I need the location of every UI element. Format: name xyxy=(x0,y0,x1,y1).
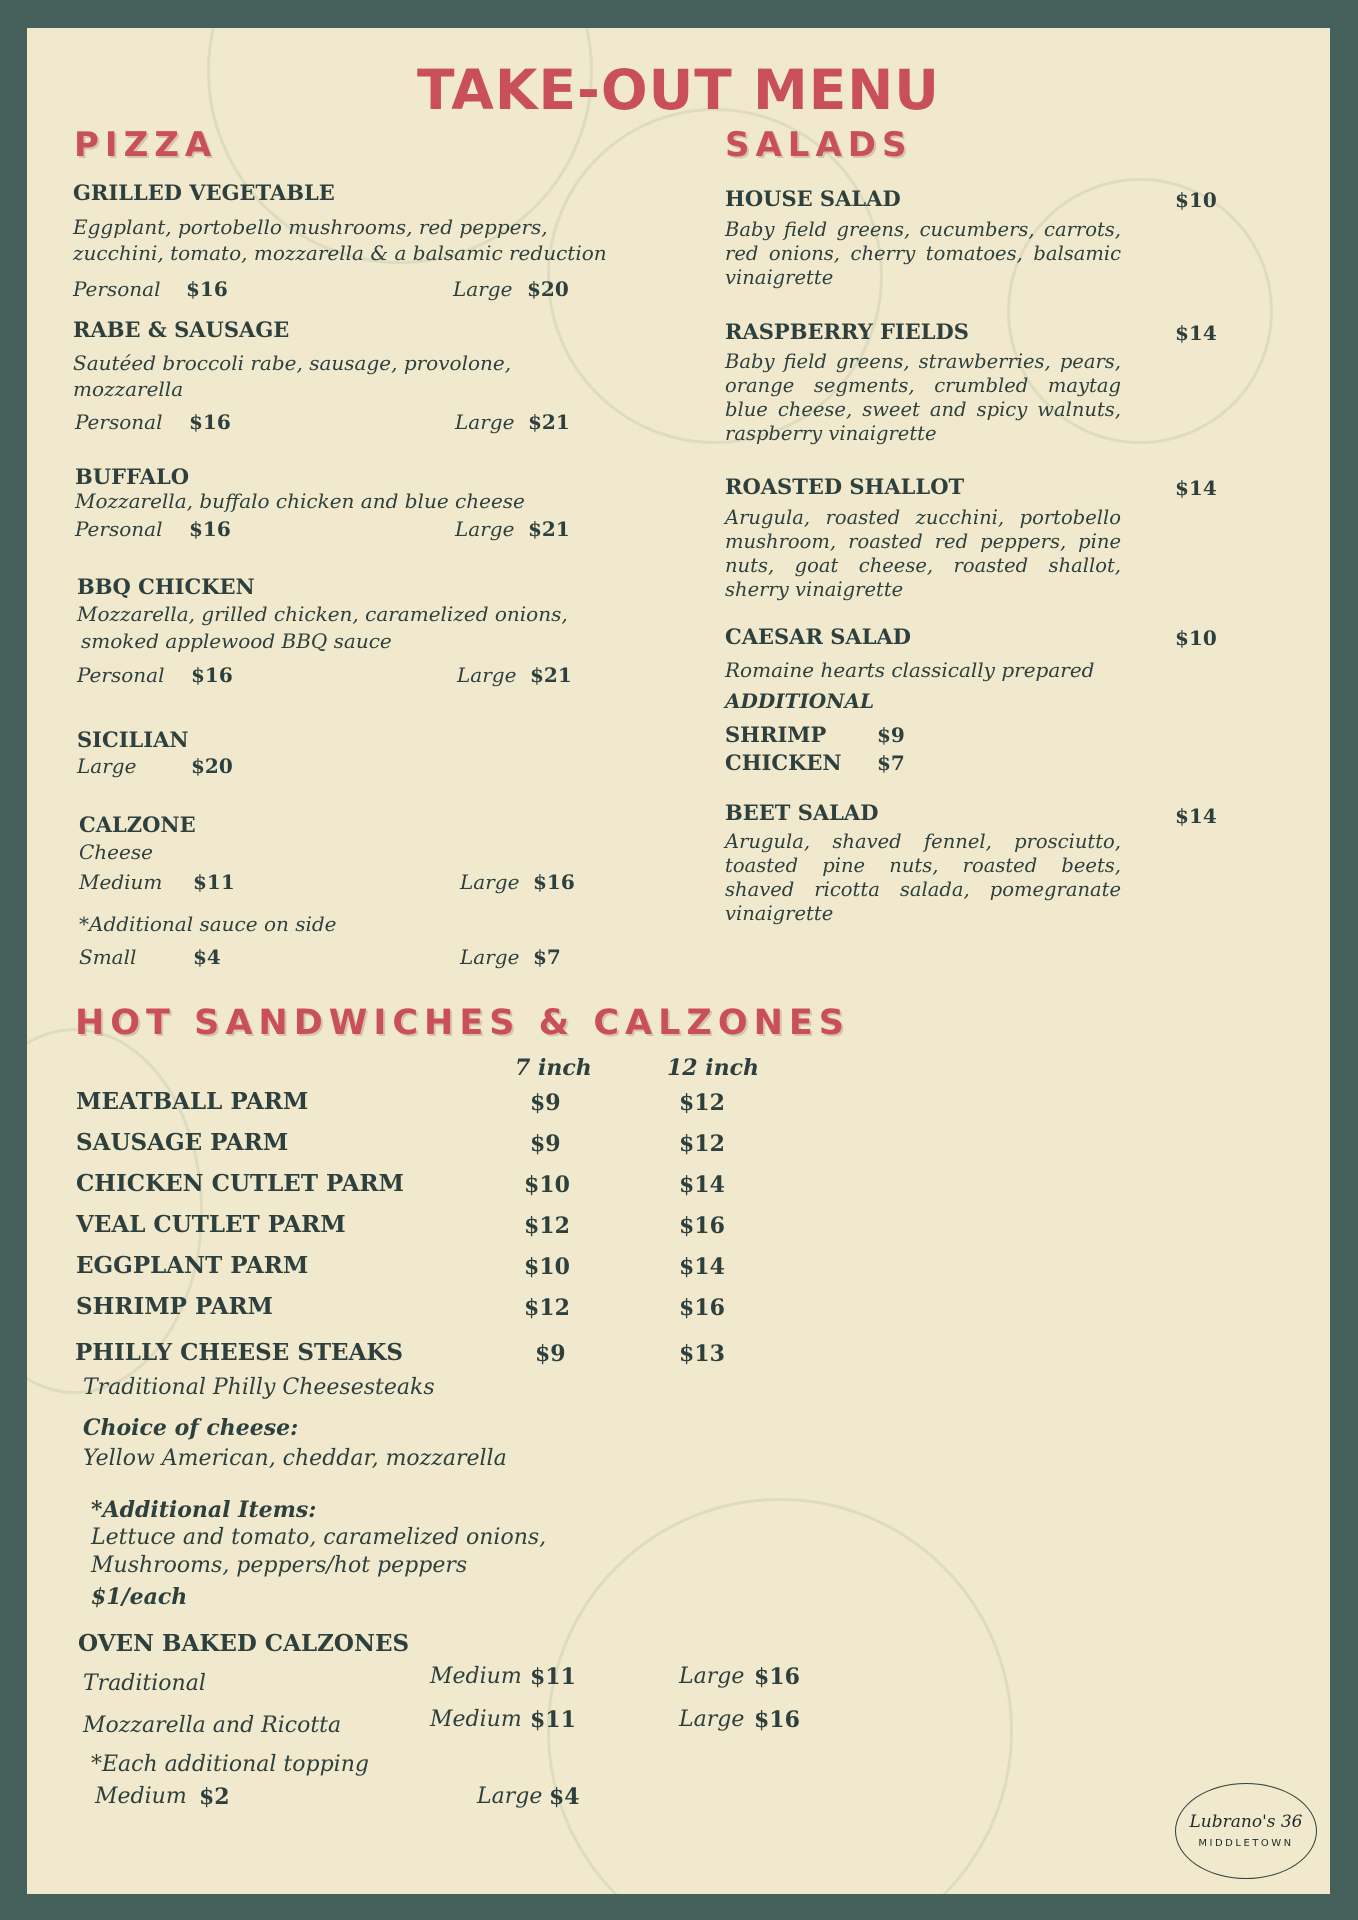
addon-name: CHICKEN xyxy=(725,750,842,775)
calzone-type: Traditional xyxy=(83,1671,206,1696)
pizza-description: Sautéed broccoli rabe, sausage, provolone, xyxy=(73,351,512,375)
pizza-description: smoked applewood BBQ sauce xyxy=(81,629,392,653)
price: $10 xyxy=(1175,188,1217,212)
salad-description: Arugula, shaved fennel, prosciutto, toasted pine nuts, roasted beets, shaved ricotta salada, pomegranate vinaigrette xyxy=(725,830,1121,925)
price: $16 xyxy=(191,663,233,687)
price: $14 xyxy=(1175,804,1217,828)
salads-heading: SALADS xyxy=(725,125,913,165)
price-12-inch: $12 xyxy=(679,1090,725,1116)
pizza-name: RABE & SAUSAGE xyxy=(73,317,290,342)
salad-name: HOUSE SALAD xyxy=(725,186,901,211)
price: $16 xyxy=(754,1707,800,1733)
size-label: Large xyxy=(453,277,513,301)
price: $14 xyxy=(1175,476,1217,500)
sandwiches-heading: HOT SANDWICHES & CALZONES xyxy=(75,1003,850,1043)
price: $21 xyxy=(528,410,570,434)
price-7-inch: $10 xyxy=(524,1172,570,1198)
pizza-description: Cheese xyxy=(79,840,153,864)
price: $11 xyxy=(530,1664,576,1690)
price: $14 xyxy=(1175,321,1217,345)
salad-name: ROASTED SHALLOT xyxy=(725,474,965,499)
size-label: Large xyxy=(455,517,515,541)
price-7-inch: $9 xyxy=(530,1090,561,1116)
price: $7 xyxy=(877,751,905,775)
pizza-name: BBQ CHICKEN xyxy=(77,574,255,599)
sandwich-name: VEAL CUTLET PARM xyxy=(76,1211,346,1238)
price: $13 xyxy=(679,1341,725,1367)
sauce-note: *Additional sauce on side xyxy=(79,912,337,936)
price-12-inch: $16 xyxy=(679,1295,725,1321)
size-label: Medium xyxy=(95,1784,187,1809)
logo-name: Lubrano's 36 xyxy=(1189,1812,1303,1832)
pizza-name: BUFFALO xyxy=(75,464,190,489)
salad-name: BEET SALAD xyxy=(725,800,879,825)
price-12-inch: $14 xyxy=(679,1172,725,1198)
addon-name: SHRIMP xyxy=(725,722,827,747)
cheese-label: Choice of cheese: xyxy=(83,1415,299,1441)
price-7-inch: $10 xyxy=(524,1254,570,1280)
salad-description: Romaine hearts classically prepared xyxy=(725,658,1095,682)
additional-label: ADDITIONAL xyxy=(725,689,875,713)
price-7-inch: $12 xyxy=(524,1295,570,1321)
oven-calzones-heading: OVEN BAKED CALZONES xyxy=(78,1630,410,1657)
logo-location: MIDDLETOWN xyxy=(1198,1838,1294,1849)
menu-page xyxy=(27,28,1330,1894)
pizza-description: Mozzarella, grilled chicken, caramelized onions, xyxy=(77,602,568,626)
price: $10 xyxy=(1175,626,1217,650)
price: $9 xyxy=(535,1341,566,1367)
size-label: Personal xyxy=(75,517,163,541)
size-label: Large xyxy=(477,1784,543,1809)
price: $20 xyxy=(527,277,569,301)
price: $20 xyxy=(191,754,233,778)
size-label: Personal xyxy=(77,663,165,687)
salad-name: RASPBERRY FIELDS xyxy=(725,319,969,344)
price: $4 xyxy=(193,945,221,969)
topping-note: *Each additional topping xyxy=(91,1752,369,1777)
size-label: Medium xyxy=(430,1707,522,1732)
price: $7 xyxy=(533,945,561,969)
sandwich-name: CHICKEN CUTLET PARM xyxy=(76,1170,404,1197)
price: $16 xyxy=(189,517,231,541)
sandwich-name: MEATBALL PARM xyxy=(76,1088,309,1115)
size-label: Large xyxy=(77,754,137,778)
cheese-options: Yellow American, cheddar, mozzarella xyxy=(83,1446,507,1471)
salad-description: Baby field greens, strawberries, pears, orange segments, crumbled maytag blue cheese, sweet and spicy walnuts, raspberry vinaigrette xyxy=(725,350,1121,445)
price: $11 xyxy=(530,1707,576,1733)
size-label: Medium xyxy=(430,1664,522,1689)
sandwich-name: PHILLY CHEESE STEAKS xyxy=(75,1339,404,1366)
price-12-inch: $14 xyxy=(679,1254,725,1280)
price: $11 xyxy=(193,870,235,894)
additional-items: Lettuce and tomato, caramelized onions, xyxy=(91,1525,547,1550)
size-label: Large xyxy=(460,870,520,894)
size-label: Personal xyxy=(75,410,163,434)
additional-items-label: *Additional Items: xyxy=(91,1497,317,1523)
additional-items: Mushrooms, peppers/hot peppers xyxy=(91,1553,468,1578)
price-7-inch: $9 xyxy=(530,1131,561,1157)
pizza-name: SICILIAN xyxy=(77,727,189,752)
price: $9 xyxy=(877,723,905,747)
price: $21 xyxy=(530,663,572,687)
price: $2 xyxy=(199,1784,230,1810)
column-12-inch: 12 inch xyxy=(667,1055,760,1081)
price-7-inch: $12 xyxy=(524,1213,570,1239)
column-7-inch: 7 inch xyxy=(515,1055,592,1081)
price-12-inch: $16 xyxy=(679,1213,725,1239)
size-label: Large xyxy=(679,1707,745,1732)
pizza-name: CALZONE xyxy=(79,812,196,837)
pizza-name: GRILLED VEGETABLE xyxy=(73,180,335,205)
price: $16 xyxy=(754,1664,800,1690)
salad-name: CAESAR SALAD xyxy=(725,624,911,649)
price: $4 xyxy=(549,1784,580,1810)
size-label: Large xyxy=(455,410,515,434)
price: $21 xyxy=(528,517,570,541)
size-label: Large xyxy=(460,945,520,969)
price: $16 xyxy=(186,277,228,301)
sandwich-name: EGGPLANT PARM xyxy=(76,1252,309,1279)
pizza-description: Eggplant, portobello mushrooms, red peppers, xyxy=(73,215,548,239)
size-label: Personal xyxy=(73,277,161,301)
price: $16 xyxy=(189,410,231,434)
size-label: Medium xyxy=(79,870,163,894)
menu-title: TAKE-OUT MENU xyxy=(417,58,940,122)
sandwich-name: SAUSAGE PARM xyxy=(76,1129,289,1156)
size-label: Large xyxy=(679,1664,745,1689)
philly-description: Traditional Philly Cheesesteaks xyxy=(83,1375,435,1400)
sandwich-name: SHRIMP PARM xyxy=(76,1293,274,1320)
calzone-type: Mozzarella and Ricotta xyxy=(83,1713,342,1738)
salad-description: Arugula, roasted zucchini, portobello mushroom, roasted red peppers, pine nuts, goat cheese, roasted shallot, sherry vinaigrette xyxy=(725,506,1121,601)
size-label: Small xyxy=(79,945,137,969)
pizza-description: zucchini, tomato, mozzarella & a balsamic reduction xyxy=(73,241,607,265)
size-label: Large xyxy=(457,663,517,687)
background-decoration xyxy=(547,1498,1013,1894)
additional-price: $1/each xyxy=(91,1584,188,1610)
pizza-heading: PIZZA xyxy=(74,125,218,165)
price: $16 xyxy=(533,870,575,894)
salad-description: Baby field greens, cucumbers, carrots, red onions, cherry tomatoes, balsamic vinaigrette xyxy=(725,218,1121,289)
pizza-description: mozzarella xyxy=(73,377,184,401)
price-12-inch: $12 xyxy=(679,1131,725,1157)
pizza-description: Mozzarella, buffalo chicken and blue cheese xyxy=(75,489,525,513)
restaurant-logo xyxy=(1175,1783,1317,1879)
